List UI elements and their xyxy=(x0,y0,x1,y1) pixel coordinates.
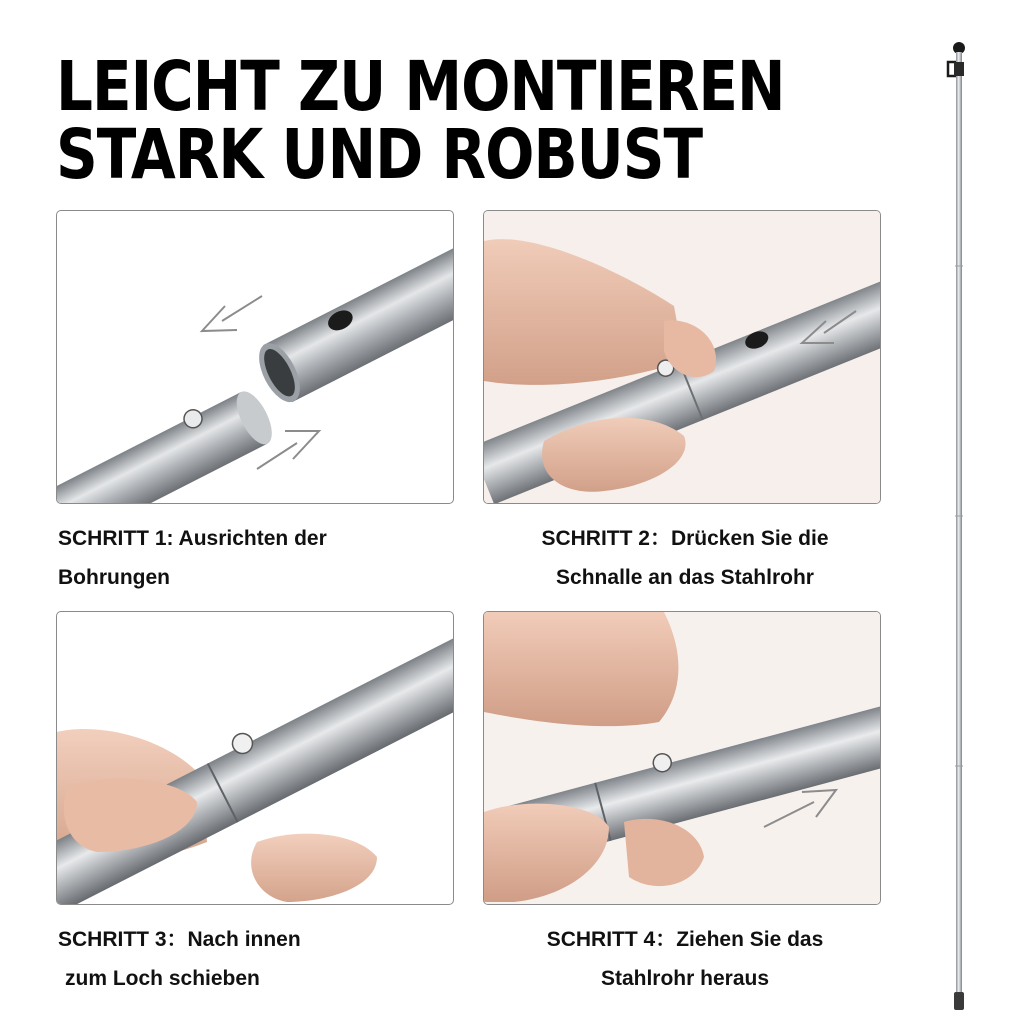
step-1-caption-line-2: Bohrungen xyxy=(58,566,170,589)
step-3-caption-line-1: SCHRITT 3：Nach innen xyxy=(58,928,301,951)
step-3-image xyxy=(56,611,454,905)
step-4-caption xyxy=(500,920,870,998)
step-1-caption-line-1: SCHRITT 1: Ausrichten der xyxy=(58,527,327,550)
step-4-caption-line-2: Stahlrohr heraus xyxy=(600,967,770,990)
step-2-image xyxy=(483,210,881,504)
step-4-image xyxy=(483,611,881,905)
step-1-caption xyxy=(58,519,327,597)
step-2-caption-line-2: Schnalle an das Stahlrohr xyxy=(556,566,814,589)
headline-line-2: STARK UND ROBUST xyxy=(56,114,703,195)
step-3-caption-line-2: zum Loch schieben xyxy=(65,967,260,990)
headline-line-1: LEICHT ZU MONTIEREN xyxy=(56,46,785,127)
flagpole-illustration xyxy=(930,36,990,1016)
step-1-image xyxy=(56,210,454,504)
step-4-caption-line-1: SCHRITT 4：Ziehen Sie das xyxy=(546,928,824,951)
step-2-caption-line-1: SCHRITT 2：Drücken Sie die xyxy=(541,527,829,550)
step-2-caption xyxy=(500,519,870,597)
step-3-caption xyxy=(58,920,301,998)
